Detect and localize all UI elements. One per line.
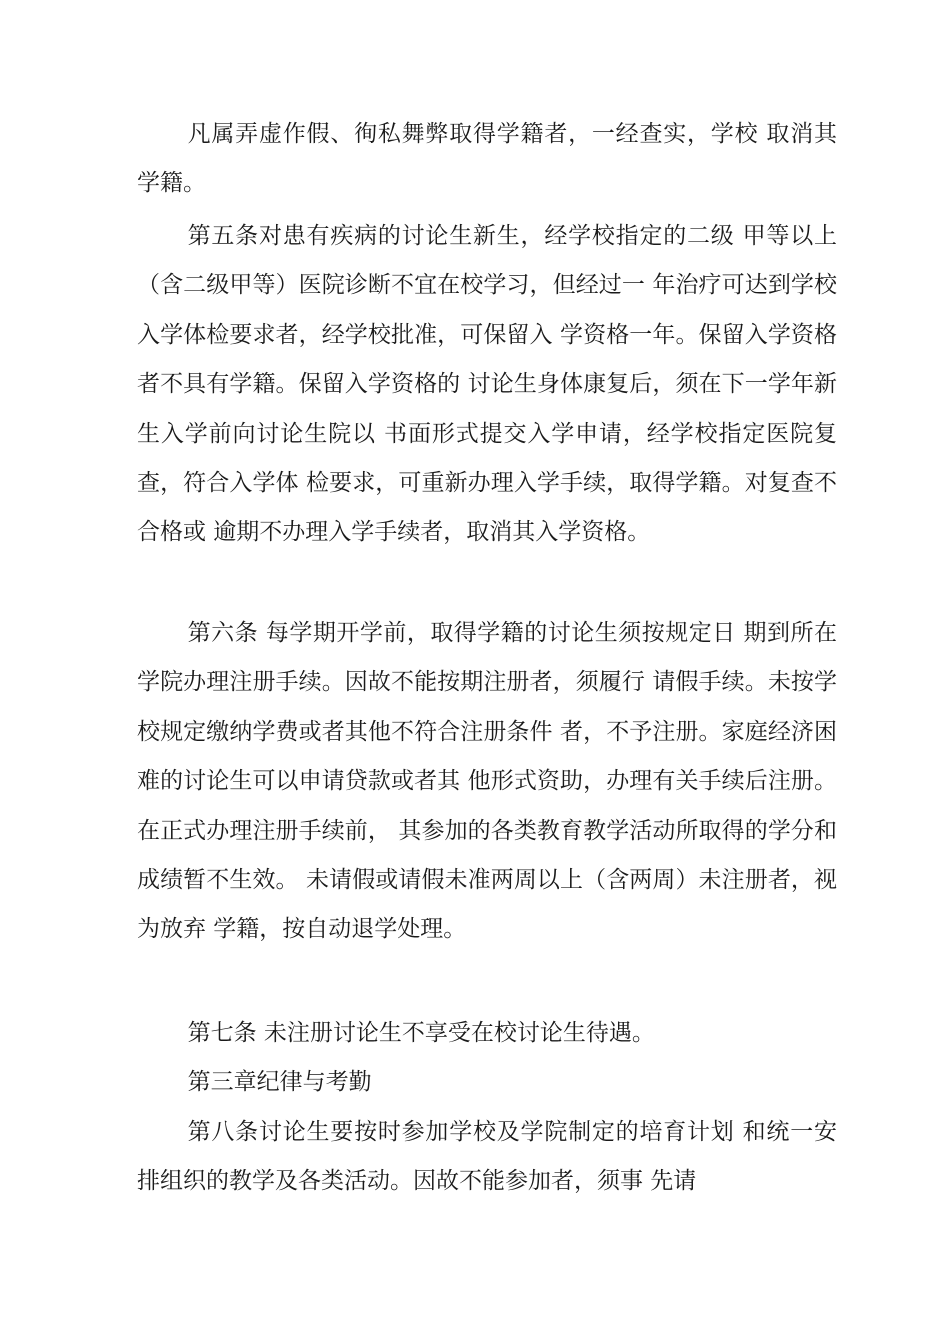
paragraph-article-5: 第五条对患有疾病的讨论生新生，经学校指定的二级 甲等以上（含二级甲等）医院诊断不宜在校学习，但经过一 年治疗可达到学校入学体检要求者，经学校批准，可保留入 学资格一年。保留入学资格者不具有学籍。保留入学资格的 讨论生身体康复后，须在下一学年新生入学前向讨论生院以 书面形式提交入学申请，经学校指定医院复查，符合入学体 检要求，可重新办理入学手续，取得学籍。对复查不合格或 逾期不办理入学手续者，取消其入学资格。 [137, 223, 837, 546]
chapter-heading-3: 第三章纪律与考勤 [187, 1069, 372, 1095]
paragraph-article-6: 第六条 每学期开学前，取得学籍的讨论生须按规定日 期到所在学院办理注册手续。因故不能按期注册者，须履行 请假手续。未按学校规定缴纳学费或者其他不符合注册条件 者，不予注册。家庭经济困难的讨论生可以申请贷款或者其 他形式资助，办理有关手续后注册。在正式办理注册手续前， 其参加的各类教育教学活动所取得的学分和成绩暂不生效。 未请假或请假未准两周以上（含两周）未注册者，视为放弃 学籍，按自动退学处理。 [137, 620, 837, 943]
paragraph-article-7: 第七条 未注册讨论生不享受在校讨论生待遇。 [187, 1020, 655, 1046]
paragraph-forgery-clause: 凡属弄虚作假、徇私舞弊取得学籍者，一经查实，学校 取消其学籍。 [137, 121, 837, 197]
paragraph-article-8: 第八条讨论生要按时参加学校及学院制定的培育计划 和统一安排组织的教学及各类活动。因故不能参加者，须事 先请 [137, 1119, 837, 1195]
